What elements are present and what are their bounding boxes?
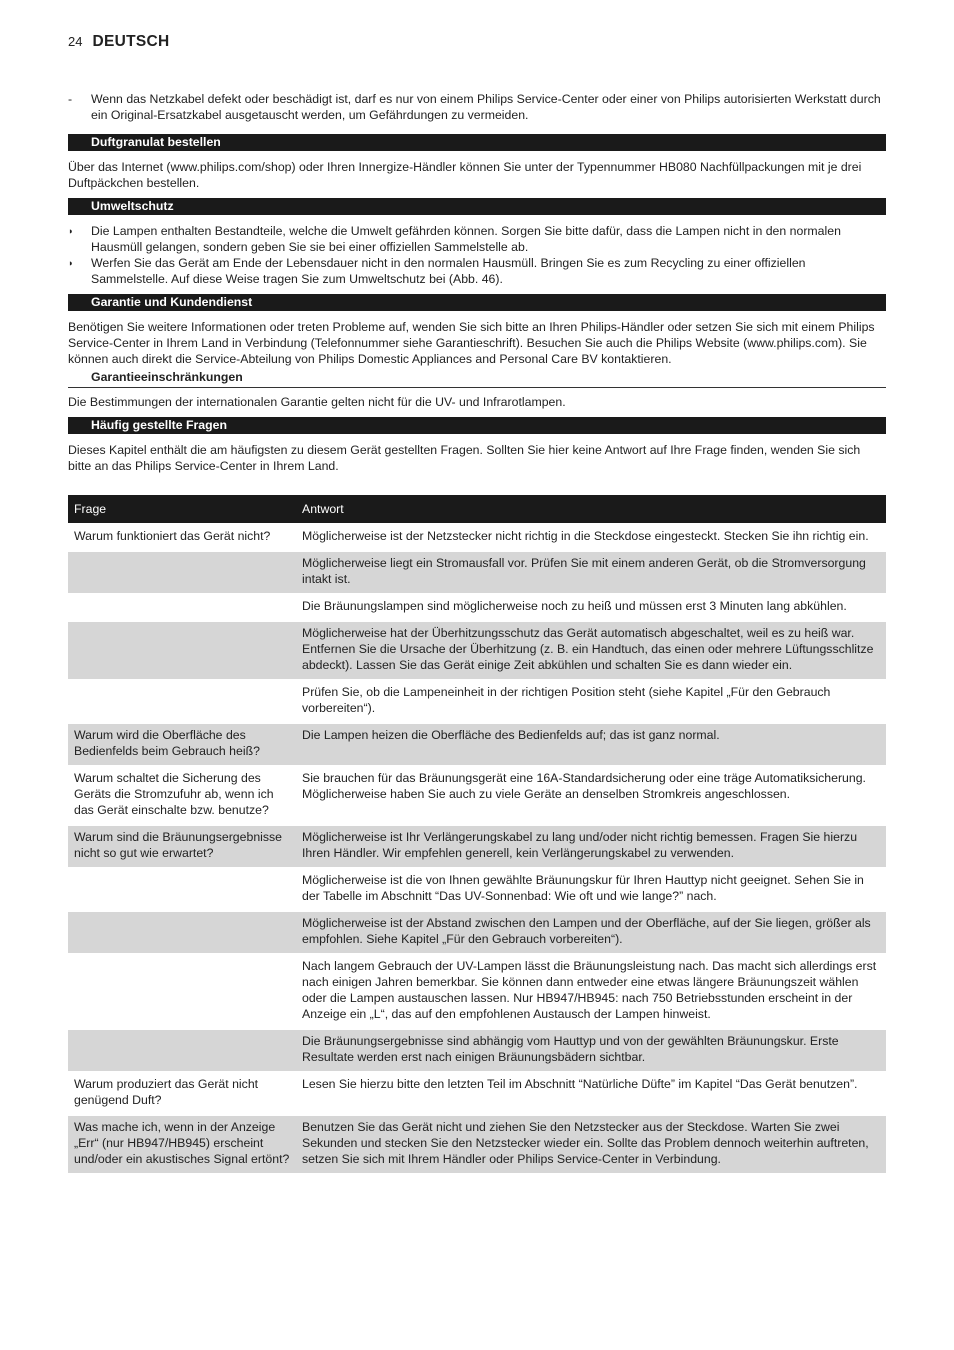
table-row <box>68 1073 886 1114</box>
answer-cell: Möglicherweise hat der Überhitzungsschutz das Gerät automatisch abgeschaltet, weil es zu heiß war. Entfernen Sie die Ursache der Überhitzung (z. B. ein Handtuch, das einen oder mehrere Lüftungsschlitze abdeckt). Lassen Sie das Gerät einige Zeit abkühlen und schalten Sie es dann wieder ein. <box>296 622 886 679</box>
page-number: 24 <box>68 34 83 49</box>
page-content <box>68 91 886 1175</box>
answer-cell: Nach langem Gebrauch der UV-Lampen lässt die Bräunungsleistung nach. Das macht sich allerdings erst nach einigen Jahren bemerkbar. Sie können dann entweder eine etwas längere Bräunungszeit wählen oder die Lampen austauschen lassen. Nur HB947/HB945: nach 750 Betriebsstunden erscheint in der Anzeige ein „L“, das auf den empfohlenen Austausch der Lampen hinweist. <box>302 959 877 1021</box>
table-row <box>68 1030 886 1071</box>
question-cell <box>68 955 296 1028</box>
language-title: DEUTSCH <box>92 33 170 50</box>
bullet-icon: ◗ <box>68 226 74 236</box>
paragraph <box>68 319 886 367</box>
table-header-row <box>68 495 886 523</box>
table-row <box>68 869 886 910</box>
table-row <box>68 525 886 550</box>
question-cell <box>68 912 296 953</box>
table-row <box>68 681 886 722</box>
table-row <box>68 595 886 620</box>
list-item <box>68 91 886 123</box>
table-row <box>68 767 886 824</box>
question-cell <box>68 552 296 593</box>
paragraph: Dieses Kapitel enthält die am häufigsten zu diesem Gerät gestellten Fragen. Sollten Sie hier keine Antwort auf Ihre Frage finden, wenden Sie sich bitte an das Philips Service-Center in Ihrem Land. <box>68 443 861 473</box>
section-heading-duftgranulat: Duftgranulat bestellen <box>68 134 886 151</box>
section-heading-garantie: Garantie und Kundendienst <box>68 294 886 311</box>
answer-cell: Die Bräunungsergebnisse sind abhängig vom Hauttyp und von der gewählten Bräunungskur. Erste Resultate werden erst nach einigen Bräunungsbädern sichtbar. <box>296 1030 886 1071</box>
answer-cell: Lesen Sie hierzu bitte den letzten Teil im Abschnitt “Natürliche Düfte” im Kapitel “Das Gerät benutzen”. <box>302 1077 858 1091</box>
page-header <box>68 33 170 51</box>
answer-cell: Sie brauchen für das Bräunungsgerät eine 16A-Standardsicherung oder eine träge Automatiksicherung. Möglicherweise haben Sie auch zu viele Geräte an denselben Stromkreis angeschlossen. <box>302 771 866 801</box>
subsection-heading-garantieeinschraenkungen: Garantieeinschränkungen <box>68 368 886 388</box>
answer-cell: Möglicherweise ist der Abstand zwischen den Lampen und der Oberfläche, auf der Sie liegen, größer als empfohlen. Siehe Kapitel „Für den Gebrauch vorbereiten“). <box>296 912 886 953</box>
paragraph: Die Bestimmungen der internationalen Garantie gelten nicht für die UV- und Infrarotlampen. <box>68 395 566 409</box>
question-cell <box>68 681 296 722</box>
table-row <box>68 955 886 1028</box>
table-row <box>68 724 886 765</box>
table-row <box>68 826 886 867</box>
list-item <box>68 255 886 287</box>
paragraph-text: ). Sie können auch direkt die Service-Abteilung von Philips Domestic Appliances and Personal Care BV kontaktieren. <box>68 336 867 366</box>
list-item-text: Werfen Sie das Gerät am Ende der Lebensdauer nicht in den normalen Hausmüll. Bringen Sie es zum Recycling zu einer offiziellen Sammelstelle. Auf diese Weise tragen Sie zum Umweltschutz bei (Abb. 46). <box>91 256 806 286</box>
answer-cell: Möglicherweise liegt ein Stromausfall vor. Prüfen Sie mit einem anderen Gerät, ob die Stromversorgung intakt ist. <box>296 552 886 593</box>
list-item-text: Die Lampen enthalten Bestandteile, welche die Umwelt gefährden können. Sorgen Sie bitte dafür, dass die Lampen nicht in den normalen Hausmüll gelangen, sondern geben Sie sie bei einer offiziellen Sammelstelle ab. <box>91 224 841 254</box>
section-heading-faq: Häufig gestellte Fragen <box>68 417 886 434</box>
table-row <box>68 622 886 679</box>
list-item-text: Wenn das Netzkabel defekt oder beschädigt ist, darf es nur von einem Philips Service-Center oder einer von Philips autorisierten Werkstatt durch ein Original-Ersatzkabel ausgetauscht werden, um Gefährdungen zu vermeiden. <box>91 92 881 122</box>
question-cell: Warum sind die Bräunungsergebnisse nicht so gut wie erwartet? <box>68 826 296 867</box>
paragraph-text: Benötigen Sie weitere Informationen oder treten Probleme auf, wenden Sie sich bitte an Ihren Philips-Händler oder setzen Sie sich mit einem Philips Service-Center in Ihrem Land in Verbindung (Telefonnummer siehe Garantieschrift). Besuchen Sie auch die Philips Website ( <box>68 320 875 350</box>
question-cell: Warum funktioniert das Gerät nicht? <box>74 529 271 543</box>
section-heading-umweltschutz: Umweltschutz <box>68 198 886 215</box>
answer-cell: Prüfen Sie, ob die Lampeneinheit in der richtigen Position steht (siehe Kapitel „Für den Gebrauch vorbereiten“). <box>302 685 831 715</box>
list-item <box>68 223 886 255</box>
question-cell <box>68 595 296 620</box>
answer-cell: Möglicherweise ist die von Ihnen gewählte Bräunungskur für Ihren Hauttyp nicht geeignet. Sehen Sie in der Tabelle im Abschnitt “Das UV-Sonnenbad: Wie oft und wie lange?” nach. <box>302 873 864 903</box>
answer-cell: Möglicherweise ist Ihr Verlängerungskabel zu lang und/oder nicht richtig bemessen. Fragen Sie hierzu Ihren Händler. Wir empfehlen generell, kein Verlängerungskabel zu verwenden. <box>296 826 886 867</box>
dash-marker: - <box>68 92 73 106</box>
paragraph: Über das Internet (www.philips.com/shop) oder Ihren Innergize-Händler können Sie unter der Typennummer HB080 Nachfüllpackungen mit je drei Duftpäckchen bestellen. <box>68 160 862 190</box>
faq-table <box>68 493 886 1175</box>
column-header-frage: Frage <box>68 495 296 523</box>
answer-cell: Möglicherweise ist der Netzstecker nicht richtig in die Steckdose eingesteckt. Stecken Sie ihn richtig ein. <box>302 529 869 543</box>
bullet-icon: ◗ <box>68 258 74 268</box>
answer-cell: Die Bräunungslampen sind möglicherweise noch zu heiß und müssen erst 3 Minuten lang abkühlen. <box>302 599 847 613</box>
answer-cell: Benutzen Sie das Gerät nicht und ziehen Sie den Netzstecker aus der Steckdose. Warten Sie zwei Sekunden und stecken Sie den Netzstecker wieder ein. Sollte das Problem dennoch weiterhin auftreten, setzen Sie sich mit Ihrem Händler oder Philips Service-Center in Verbindung. <box>296 1116 886 1173</box>
table-row <box>68 1116 886 1173</box>
question-cell: Warum wird die Oberfläche des Bedienfelds beim Gebrauch heiß? <box>68 724 296 765</box>
question-cell <box>68 1030 296 1071</box>
question-cell: Warum schaltet die Sicherung des Geräts die Stromzufuhr ab, wenn ich das Gerät einschalte bzw. benutze? <box>74 771 274 817</box>
answer-cell: Die Lampen heizen die Oberfläche des Bedienfelds auf; das ist ganz normal. <box>296 724 886 765</box>
question-cell <box>68 869 296 910</box>
column-header-antwort: Antwort <box>296 495 886 523</box>
question-cell: Was mache ich, wenn in der Anzeige „Err“ (nur HB947/HB945) erscheint und/oder ein akustisches Signal ertönt? <box>68 1116 296 1173</box>
table-row <box>68 552 886 593</box>
table-row <box>68 912 886 953</box>
question-cell <box>68 622 296 679</box>
question-cell: Warum produziert das Gerät nicht genügend Duft? <box>74 1077 259 1107</box>
website-link[interactable]: www.philips.com <box>747 336 839 350</box>
